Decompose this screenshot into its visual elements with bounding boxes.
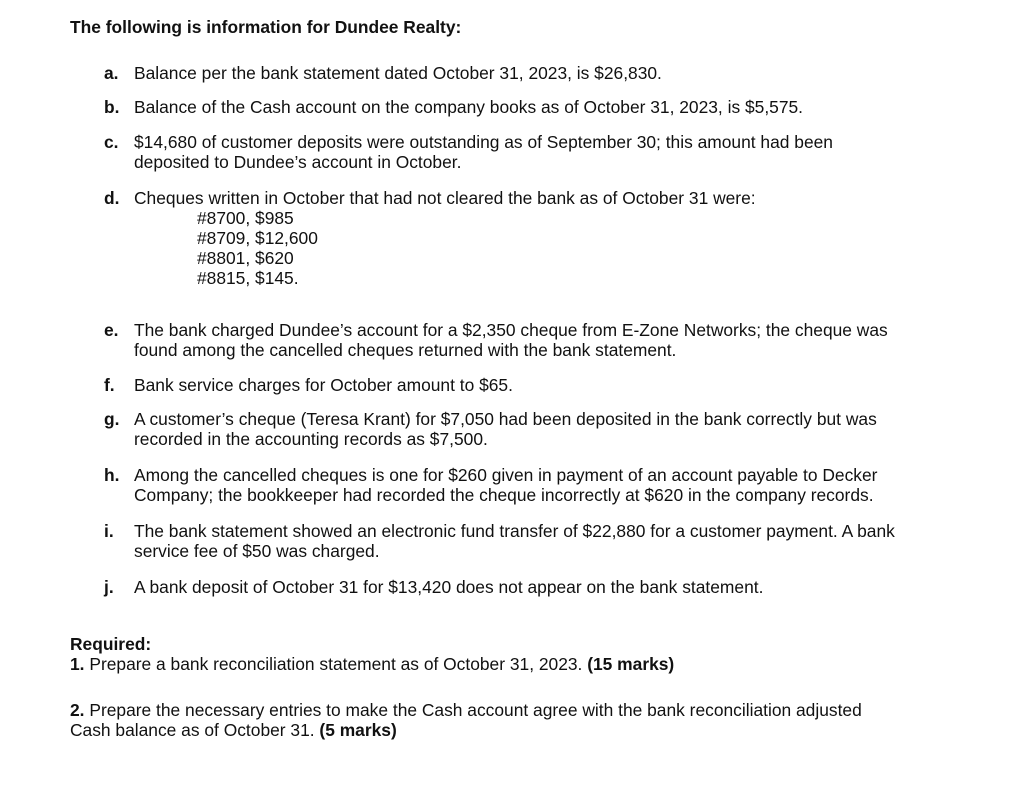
item-letter: a. xyxy=(104,63,119,83)
task-marks: (5 marks) xyxy=(319,720,397,740)
item-text-line: service fee of $50 was charged. xyxy=(134,541,380,561)
item-text: Balance per the bank statement dated October 31, 2023, is $26,830. xyxy=(134,63,662,83)
task-text-line xyxy=(70,720,970,740)
item-text xyxy=(134,320,984,360)
item-letter: e. xyxy=(104,320,119,340)
cheque-entry: #8709, $12,600 xyxy=(197,228,318,248)
cheque-entry: #8815, $145. xyxy=(197,268,299,288)
item-text xyxy=(134,409,984,449)
item-letter: f. xyxy=(104,375,115,395)
item-letter: i. xyxy=(104,521,114,541)
list-item-e xyxy=(104,320,984,360)
item-letter: b. xyxy=(104,97,120,117)
task-marks: (15 marks) xyxy=(587,654,675,674)
item-text-line: The bank statement showed an electronic fund transfer of $22,880 for a customer payment. A bank xyxy=(134,521,895,541)
item-text: Bank service charges for October amount to $65. xyxy=(134,375,513,395)
list-item-i xyxy=(104,521,984,561)
item-text-line: Among the cancelled cheques is one for $260 given in payment of an account payable to Decker xyxy=(134,465,878,485)
task-2 xyxy=(70,700,970,740)
outstanding-cheques-list xyxy=(197,208,318,288)
item-text-line: A customer’s cheque (Teresa Krant) for $7,050 had been deposited in the bank correctly but was xyxy=(134,409,877,429)
list-item-b xyxy=(104,97,984,117)
item-text: Cheques written in October that had not cleared the bank as of October 31 were: xyxy=(134,188,756,208)
list-item-a xyxy=(104,63,984,83)
item-text-line: $14,680 of customer deposits were outstanding as of September 30; this amount had been xyxy=(134,132,833,152)
task-text: Prepare the necessary entries to make the Cash account agree with the bank reconciliation adjusted xyxy=(84,700,862,720)
item-text-line: recorded in the accounting records as $7,500. xyxy=(134,429,488,449)
item-text-line: found among the cancelled cheques returned with the bank statement. xyxy=(134,340,677,360)
item-text xyxy=(134,132,984,172)
item-text: Balance of the Cash account on the company books as of October 31, 2023, is $5,575. xyxy=(134,97,804,117)
task-number: 1. xyxy=(70,654,85,674)
task-text: Cash balance as of October 31. xyxy=(70,720,320,740)
task-1 xyxy=(70,654,970,674)
list-item-h xyxy=(104,465,984,505)
list-item-j xyxy=(104,577,984,597)
item-text xyxy=(134,465,984,505)
item-text: A bank deposit of October 31 for $13,420 does not appear on the bank statement. xyxy=(134,577,764,597)
page-heading: The following is information for Dundee Realty: xyxy=(70,17,462,37)
item-text-line: Company; the bookkeeper had recorded the cheque incorrectly at $620 in the company records. xyxy=(134,485,874,505)
task-number: 2. xyxy=(70,700,85,720)
item-text-line: The bank charged Dundee’s account for a $2,350 cheque from E-Zone Networks; the cheque was xyxy=(134,320,888,340)
cheque-entry: #8801, $620 xyxy=(197,248,294,268)
list-item-f xyxy=(104,375,984,395)
item-letter: d. xyxy=(104,188,120,208)
list-item-g xyxy=(104,409,984,449)
item-letter: g. xyxy=(104,409,120,429)
cheque-entry: #8700, $985 xyxy=(197,208,294,228)
item-letter: c. xyxy=(104,132,119,152)
list-item-c xyxy=(104,132,984,172)
item-letter: j. xyxy=(104,577,114,597)
task-text: Prepare a bank reconciliation statement as of October 31, 2023. xyxy=(84,654,588,674)
list-item-d xyxy=(104,188,984,208)
required-section xyxy=(70,634,970,674)
item-text-line: deposited to Dundee’s account in October. xyxy=(134,152,462,172)
required-title: Required: xyxy=(70,634,152,654)
item-text xyxy=(134,521,984,561)
item-letter: h. xyxy=(104,465,120,485)
task-text-line xyxy=(70,700,970,720)
